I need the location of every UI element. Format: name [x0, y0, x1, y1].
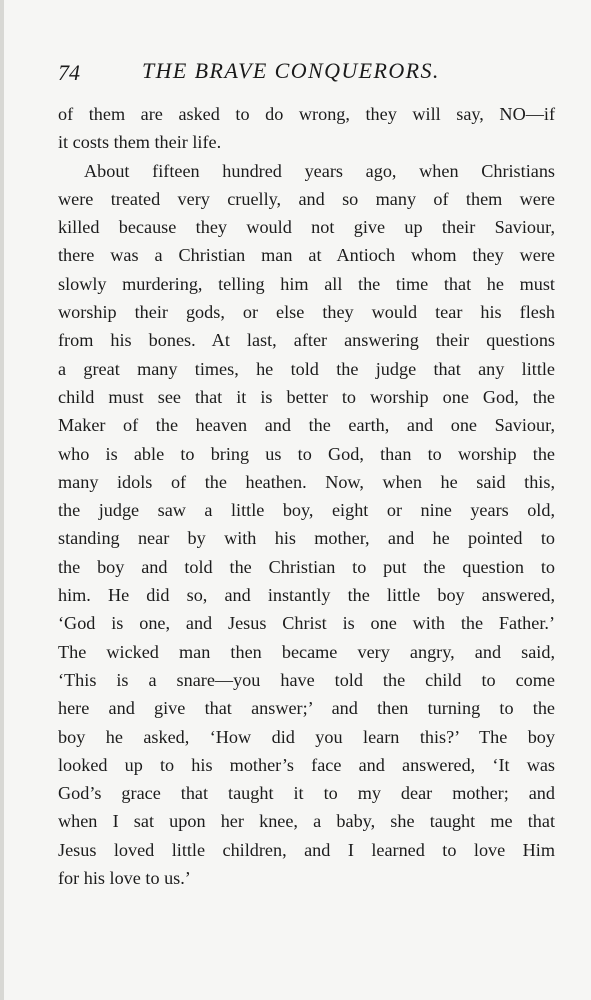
text-line: Jesus loved little children, and I learned to love Him: [58, 839, 555, 860]
text-line: of them are asked to do wrong, they will say, NO—if: [58, 104, 555, 124]
text-line: a great many times, he told the judge that any little: [58, 358, 555, 379]
text-line: him. He did so, and instantly the little boy answered,: [58, 585, 555, 606]
text-line: boy he asked, ‘How did you learn this?’ The boy: [58, 726, 555, 747]
page-header: [58, 58, 558, 90]
text-line: ‘This is a snare—you have told the child to come: [58, 669, 555, 690]
paragraph-start-line: About fifteen hundred years ago, when Christians: [84, 160, 555, 181]
page-number: 74: [58, 60, 80, 85]
text-line: when I sat upon her knee, a baby, she taught me that: [58, 811, 555, 832]
running-title: THE BRAVE CONQUERORS.: [142, 58, 440, 83]
text-line: the judge saw a little boy, eight or nine years old,: [58, 500, 555, 521]
text-line: God’s grace that taught it to my dear mother; and: [58, 783, 555, 804]
page-edge: [0, 0, 4, 1000]
body-text: [58, 100, 555, 892]
text-line: slowly murdering, telling him all the time that he must: [58, 273, 555, 294]
text-line: killed because they would not give up their Saviour,: [58, 217, 555, 238]
text-line: from his bones. At last, after answering their questions: [58, 330, 555, 351]
text-line: it costs them their life.: [58, 132, 222, 153]
text-line: The wicked man then became very angry, and said,: [58, 641, 555, 662]
text-line: ‘God is one, and Jesus Christ is one with the Father.’: [58, 613, 555, 634]
text-line: standing near by with his mother, and he pointed to: [58, 528, 555, 549]
text-line: the boy and told the Christian to put the question to: [58, 556, 555, 577]
text-line: here and give that answer;’ and then turning to the: [58, 698, 555, 719]
text-line: Maker of the heaven and the earth, and one Saviour,: [58, 415, 555, 436]
text-line: were treated very cruelly, and so many of them were: [58, 188, 555, 209]
text-line: worship their gods, or else they would tear his flesh: [58, 302, 555, 323]
text-line: there was a Christian man at Antioch whom they were: [58, 245, 555, 266]
text-line: who is able to bring us to God, than to worship the: [58, 443, 555, 464]
text-line: many idols of the heathen. Now, when he said this,: [58, 471, 555, 492]
text-line: for his love to us.’: [58, 868, 191, 889]
text-line: child must see that it is better to worship one God, the: [58, 386, 555, 407]
text-line: looked up to his mother’s face and answered, ‘It was: [58, 754, 555, 775]
